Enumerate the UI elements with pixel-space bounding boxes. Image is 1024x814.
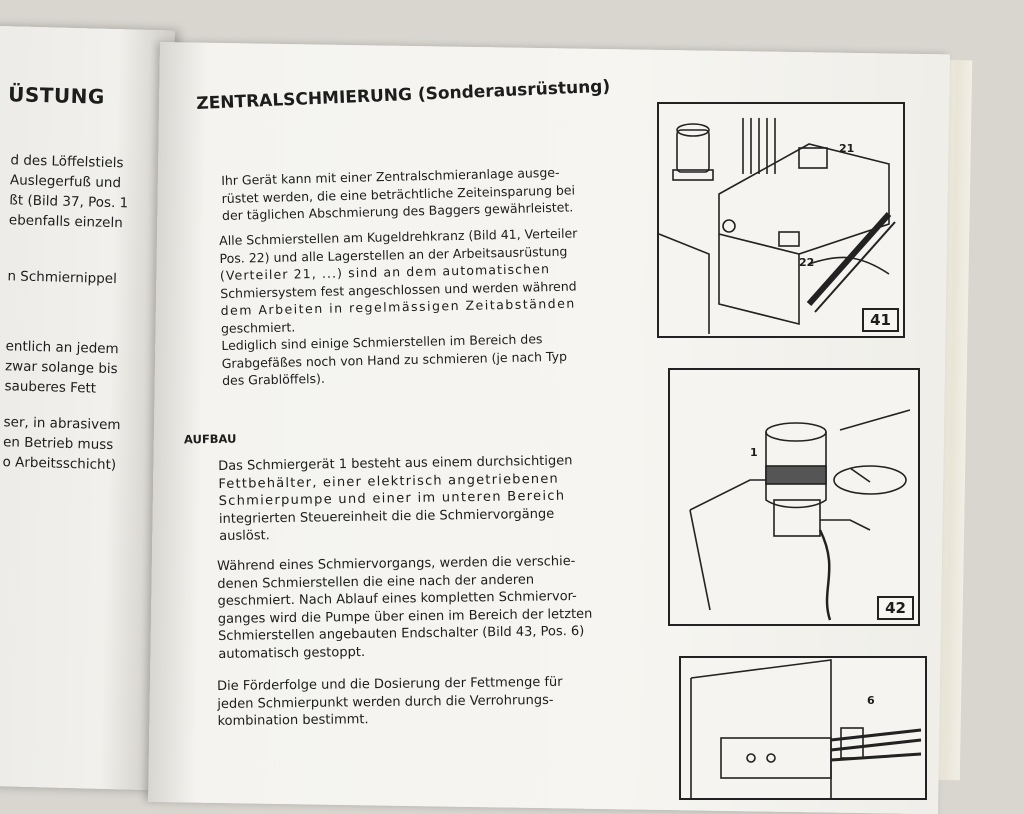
figure-41-callout-22: 22 <box>799 256 815 269</box>
text-line: Fettbehälter, einer elektrisch angetriebenen <box>218 471 560 492</box>
text-line: ganges wird die Pumpe über einen im Bereich der letzten <box>217 606 593 627</box>
left-text-line: Auslegerfuß und <box>9 172 122 192</box>
figure-41 <box>657 102 905 338</box>
aufbau-paragraph <box>218 452 619 546</box>
text-line: denen Schmierstellen die eine nach der anderen <box>217 572 535 592</box>
text-line: dem Arbeiten in regelmässigen Zeitabständen <box>220 295 576 318</box>
left-text-line: en Betrieb muss <box>2 434 114 454</box>
left-text-line: ebenfalls einzeln <box>8 212 123 232</box>
figure-41-drawing <box>659 104 903 336</box>
left-text-line: n Schmiernippel <box>7 268 118 288</box>
text-line: geschmiert. Nach Ablauf eines kompletten Schmiervor- <box>217 588 577 609</box>
text-line: der täglichen Abschmierung des Baggers gewährleistet. <box>221 199 574 223</box>
figure-42 <box>668 368 920 626</box>
left-text-line: ßt (Bild 37, Pos. 1 <box>9 192 129 212</box>
text-line: des Grablöffels). <box>221 370 326 388</box>
text-line: Das Schmiergerät 1 besteht aus einem durchsichtigen <box>218 453 573 474</box>
sequence-paragraph <box>217 673 624 730</box>
intro-paragraph <box>221 163 610 225</box>
figure-42-drawing <box>670 370 918 624</box>
text-line: integrierten Steuereinheit die die Schmiervorgänge <box>218 506 555 527</box>
text-line: kombination bestimmt. <box>217 712 369 729</box>
figure-42-number: 42 <box>877 596 914 620</box>
left-text-line: ser, in abrasivem <box>3 414 121 434</box>
text-line: Schmierpumpe und einer im unteren Bereich <box>218 488 566 509</box>
text-line: rüstet werden, die eine beträchtliche Zeiteinsparung bei <box>221 181 576 206</box>
left-text-line: zwar solange bis <box>4 358 118 378</box>
left-text-line: sauberes Fett <box>4 378 97 397</box>
text-line: Grabgefäßes noch von Hand zu schmieren (je nach Typ <box>221 348 568 371</box>
figure-43 <box>679 656 927 800</box>
page-title: ZENTRALSCHMIERUNG (Sonderausrüstung) <box>196 76 611 114</box>
text-line: geschmiert. <box>220 318 296 336</box>
text-line: Lediglich sind einige Schmierstellen im Bereich des <box>221 331 543 353</box>
left-text-line: entlich an jedem <box>5 338 119 358</box>
text-line: Alle Schmierstellen am Kugeldrehkranz (Bild 41, Verteiler <box>219 225 578 248</box>
figure-41-number: 41 <box>862 308 899 332</box>
lube-points-paragraph <box>219 224 614 390</box>
text-line: (Verteiler 21, ...) sind an dem automatischen <box>219 261 551 283</box>
text-line: Schmierstellen angebauten Endschalter (Bild 43, Pos. 6) <box>217 623 585 644</box>
text-line: Ihr Gerät kann mit einer Zentralschmieranlage ausge- <box>221 164 560 188</box>
text-line: Die Förderfolge und die Dosierung der Fettmenge für <box>217 674 563 694</box>
figure-43-callout-6: 6 <box>867 694 875 707</box>
figure-42-callout-1: 1 <box>750 446 758 459</box>
figure-41-callout-21: 21 <box>839 142 855 155</box>
text-line: Pos. 22) und alle Lagerstellen an der Arbeitsausrüstung <box>219 243 568 266</box>
text-line: jeden Schmierpunkt werden durch die Verrohrungs- <box>217 692 554 712</box>
text-line: Schmiersystem fest angeschlossen und werden während <box>220 278 577 301</box>
text-line: Während eines Schmiervorgangs, werden die verschie- <box>217 553 576 574</box>
left-text-line: d des Löffelstiels <box>10 152 124 172</box>
text-line: automatisch gestoppt. <box>218 644 366 662</box>
section-heading-aufbau: AUFBAU <box>183 431 237 447</box>
figure-43-drawing <box>681 658 925 798</box>
process-paragraph <box>217 552 622 663</box>
text-line: auslöst. <box>219 528 270 544</box>
left-text-line: o Arbeitsschicht) <box>2 454 117 474</box>
left-page-title: ÜSTUNG <box>7 82 106 109</box>
